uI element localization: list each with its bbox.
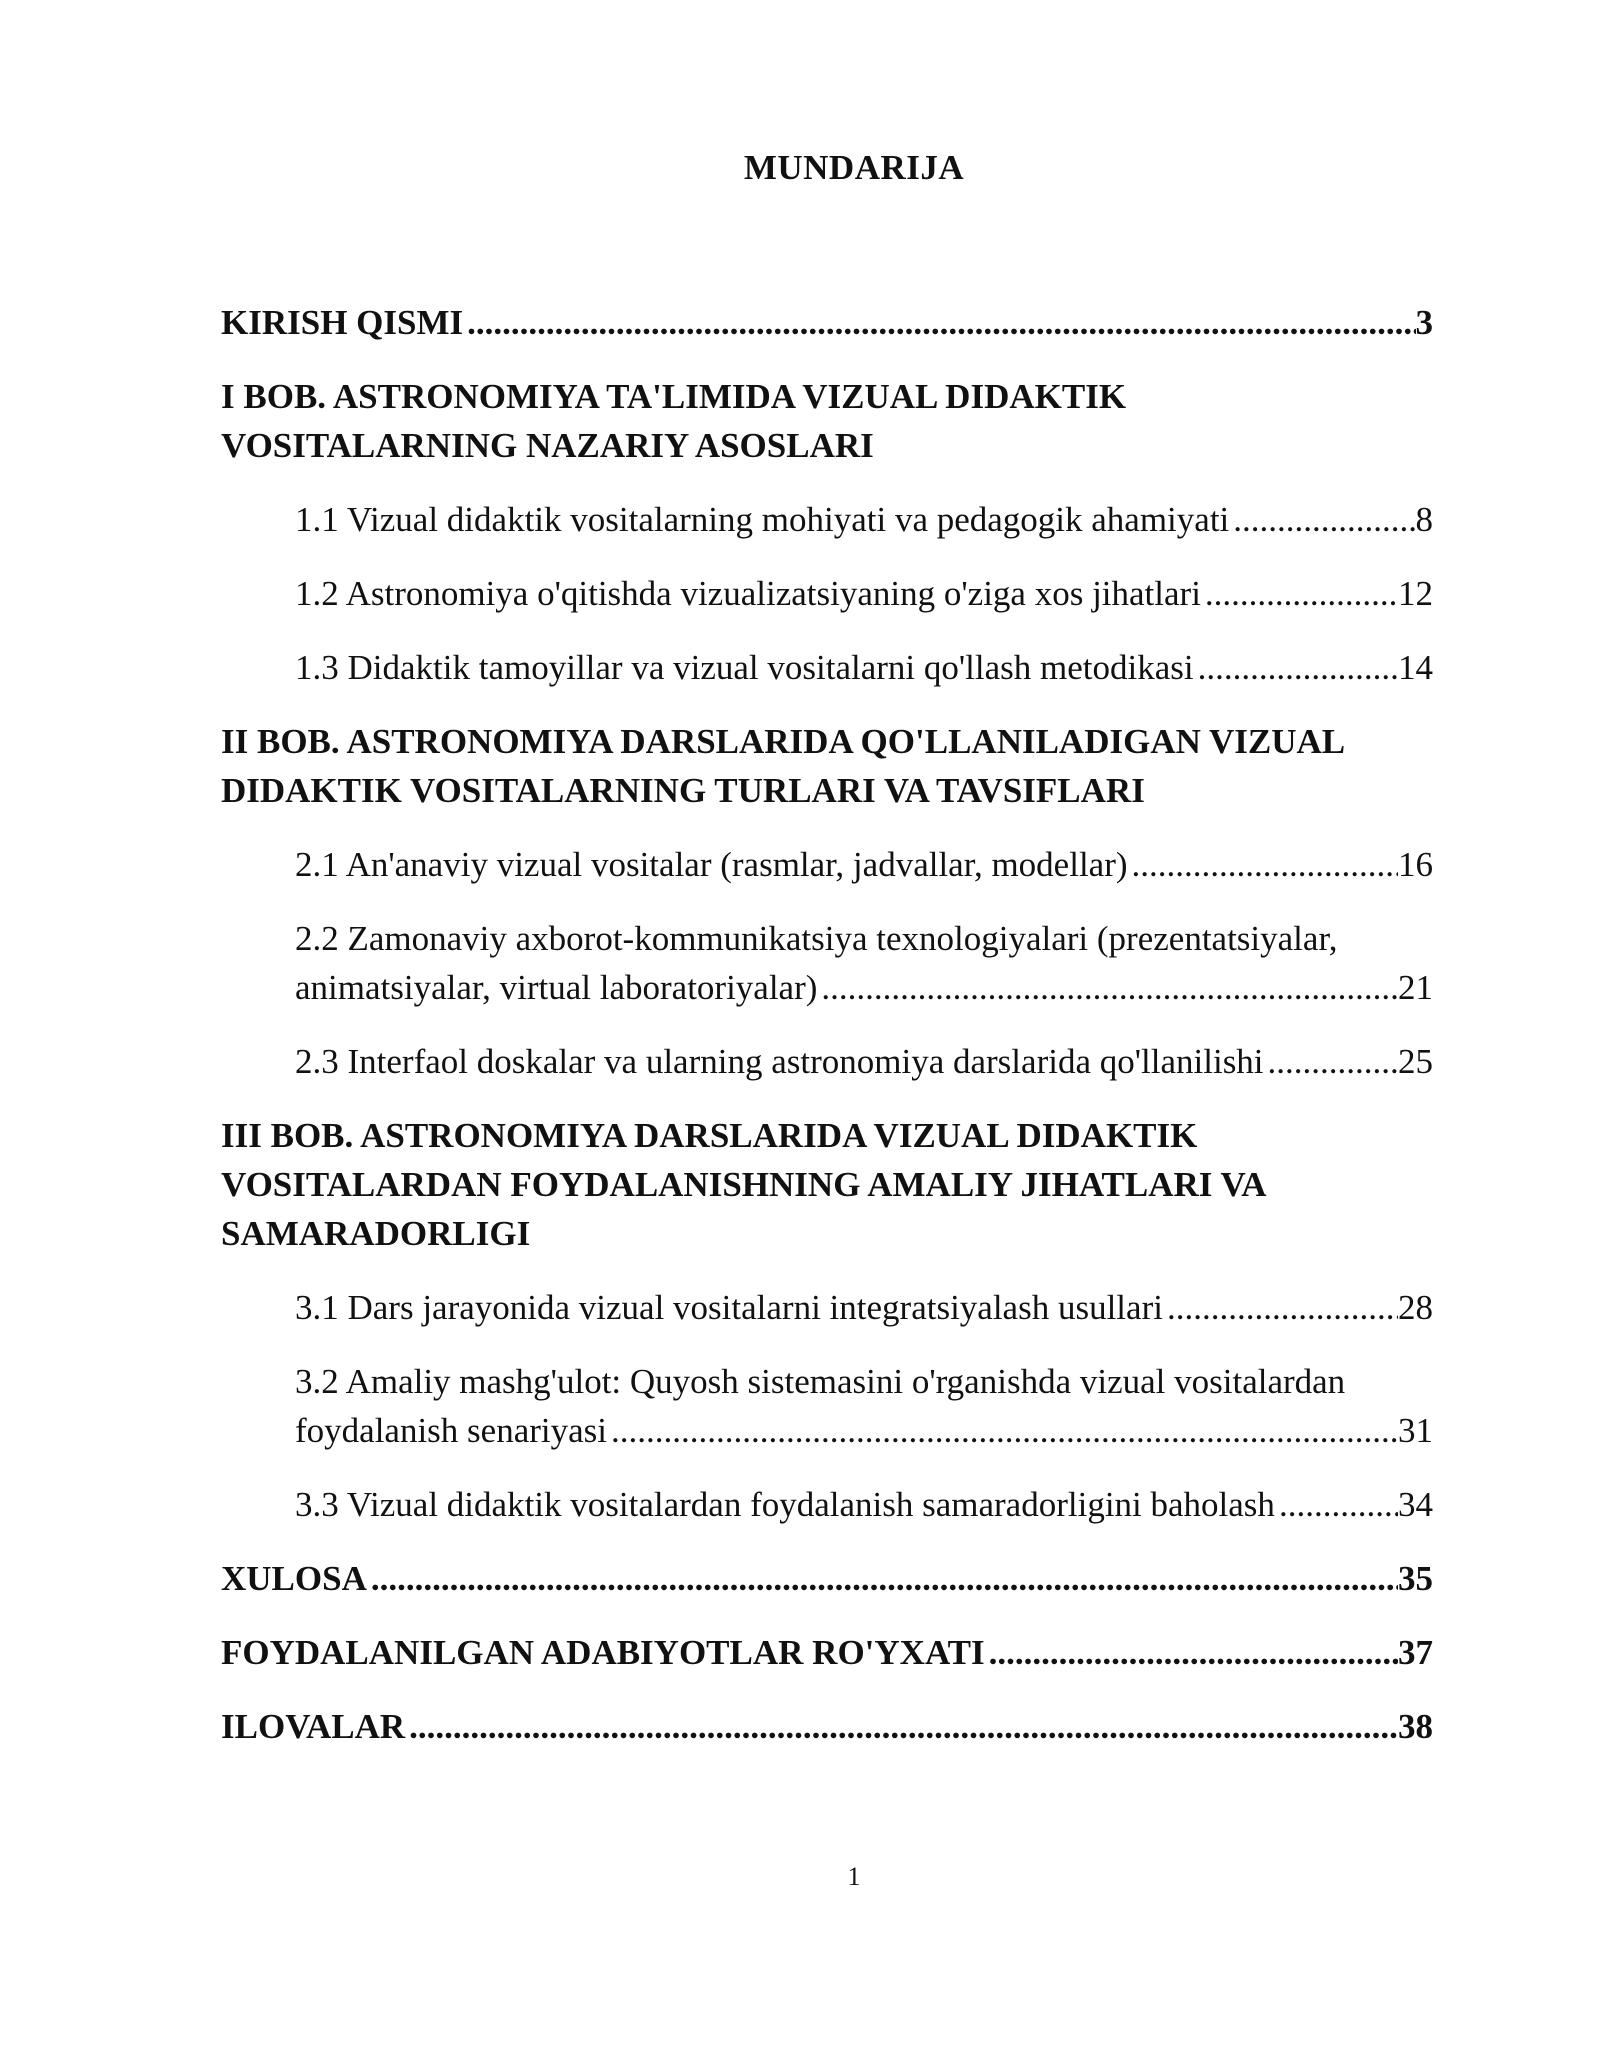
toc-page-number: 25	[1398, 1042, 1433, 1081]
page-number: 1	[847, 1862, 861, 1891]
toc-page-number: 38	[1398, 1707, 1433, 1746]
toc-chapter-3[interactable]	[221, 1111, 1433, 1258]
toc-section-3-1[interactable]	[221, 1283, 1433, 1332]
toc-entry-title: 1.3 Didaktik tamoyillar va vizual vositalarni qo'llash metodikasi	[295, 648, 1194, 687]
toc-page-number: 3	[1415, 303, 1433, 342]
toc-entry-xulosa[interactable]	[221, 1554, 1433, 1603]
toc-page-number: 14	[1398, 648, 1433, 687]
toc-entry-adabiyotlar[interactable]	[221, 1628, 1433, 1677]
toc-page-number: 31	[1398, 1411, 1433, 1450]
chapter-heading-line: SAMARADORLIGI	[221, 1214, 531, 1253]
toc-section-3-2[interactable]	[221, 1357, 1433, 1455]
toc-entry-title-line: 2.2 Zamonaviy axborot-kommunikatsiya texnologiyalari (prezentatsiyalar,	[295, 919, 1338, 958]
toc-entry-title-line: 3.2 Amaliy mashg'ulot: Quyosh sistemasini o'rganishda vizual vositalardan	[295, 1362, 1346, 1401]
toc-page-number: 12	[1398, 574, 1433, 613]
toc-entry-title: FOYDALANILGAN ADABIYOTLAR RO'YXATI	[221, 1633, 985, 1672]
toc-page-number: 35	[1398, 1559, 1433, 1598]
toc-section-1-1[interactable]	[221, 495, 1433, 544]
toc-entry-title: foydalanish senariyasi	[295, 1411, 607, 1450]
dot-leader	[1163, 1283, 1398, 1332]
toc-entry-title: animatsiyalar, virtual laboratoriyalar)	[295, 968, 818, 1007]
toc-entry-title: KIRISH QISMI	[221, 303, 464, 342]
dot-leader	[463, 298, 1415, 347]
toc-page-number: 28	[1398, 1288, 1433, 1327]
toc-section-3-3[interactable]	[221, 1480, 1433, 1529]
chapter-heading-line: DIDAKTIK VOSITALARNING TURLARI VA TAVSIFLARI	[221, 771, 1145, 810]
toc-chapter-1[interactable]	[221, 372, 1433, 470]
toc-page-number: 21	[1398, 968, 1433, 1007]
dot-leader	[607, 1406, 1398, 1455]
table-of-contents	[221, 298, 1433, 1776]
toc-entry-title: 3.1 Dars jarayonida vizual vositalarni integratsiyalash usullari	[295, 1288, 1163, 1327]
toc-page-number: 8	[1415, 500, 1433, 539]
toc-entry-title: XULOSA	[221, 1559, 367, 1598]
dot-leader	[405, 1702, 1398, 1751]
chapter-heading-line: III BOB. ASTRONOMIYA DARSLARIDA VIZUAL DIDAKTIK	[221, 1116, 1198, 1155]
toc-entry-title: 3.3 Vizual didaktik vositalardan foydalanish samaradorligini baholash	[295, 1485, 1275, 1524]
dot-leader	[1128, 840, 1398, 889]
toc-entry-title: ILOVALAR	[221, 1707, 406, 1746]
dot-leader	[1201, 569, 1398, 618]
toc-entry-title: 1.2 Astronomiya o'qitishda vizualizatsiyaning o'ziga xos jihatlari	[295, 574, 1201, 613]
toc-entry-title: 2.3 Interfaol doskalar va ularning astronomiya darslarida qo'llanilishi	[295, 1042, 1264, 1081]
toc-section-2-3[interactable]	[221, 1037, 1433, 1086]
dot-leader	[1194, 643, 1398, 692]
dot-leader	[367, 1554, 1398, 1603]
dot-leader	[1275, 1480, 1398, 1529]
chapter-heading-line: I BOB. ASTRONOMIYA TA'LIMIDA VIZUAL DIDAKTIK	[221, 377, 1127, 416]
dot-leader	[985, 1628, 1398, 1677]
chapter-heading-line: II BOB. ASTRONOMIYA DARSLARIDA QO'LLANILADIGAN VIZUAL	[221, 722, 1346, 761]
toc-entry-ilovalar[interactable]	[221, 1702, 1433, 1751]
toc-entry-title: 1.1 Vizual didaktik vositalarning mohiyati va pedagogik ahamiyati	[295, 500, 1230, 539]
toc-page-number: 34	[1398, 1485, 1433, 1524]
toc-section-1-3[interactable]	[221, 643, 1433, 692]
toc-section-2-1[interactable]	[221, 840, 1433, 889]
toc-entry-kirish[interactable]	[221, 298, 1433, 347]
toc-section-2-2[interactable]	[221, 914, 1433, 1012]
chapter-heading-line: VOSITALARDAN FOYDALANISHNING AMALIY JIHATLARI VA	[221, 1165, 1267, 1204]
toc-chapter-2[interactable]	[221, 717, 1433, 815]
toc-section-1-2[interactable]	[221, 569, 1433, 618]
toc-page-number: 37	[1398, 1633, 1433, 1672]
dot-leader	[1264, 1037, 1398, 1086]
dot-leader	[1229, 495, 1415, 544]
toc-page-number: 16	[1398, 845, 1433, 884]
dot-leader	[817, 963, 1398, 1012]
page-title: MUNDARIJA	[743, 148, 965, 187]
toc-entry-title: 2.1 An'anaviy vizual vositalar (rasmlar, jadvallar, modellar)	[295, 845, 1128, 884]
chapter-heading-line: VOSITALARNING NAZARIY ASOSLARI	[221, 426, 874, 465]
